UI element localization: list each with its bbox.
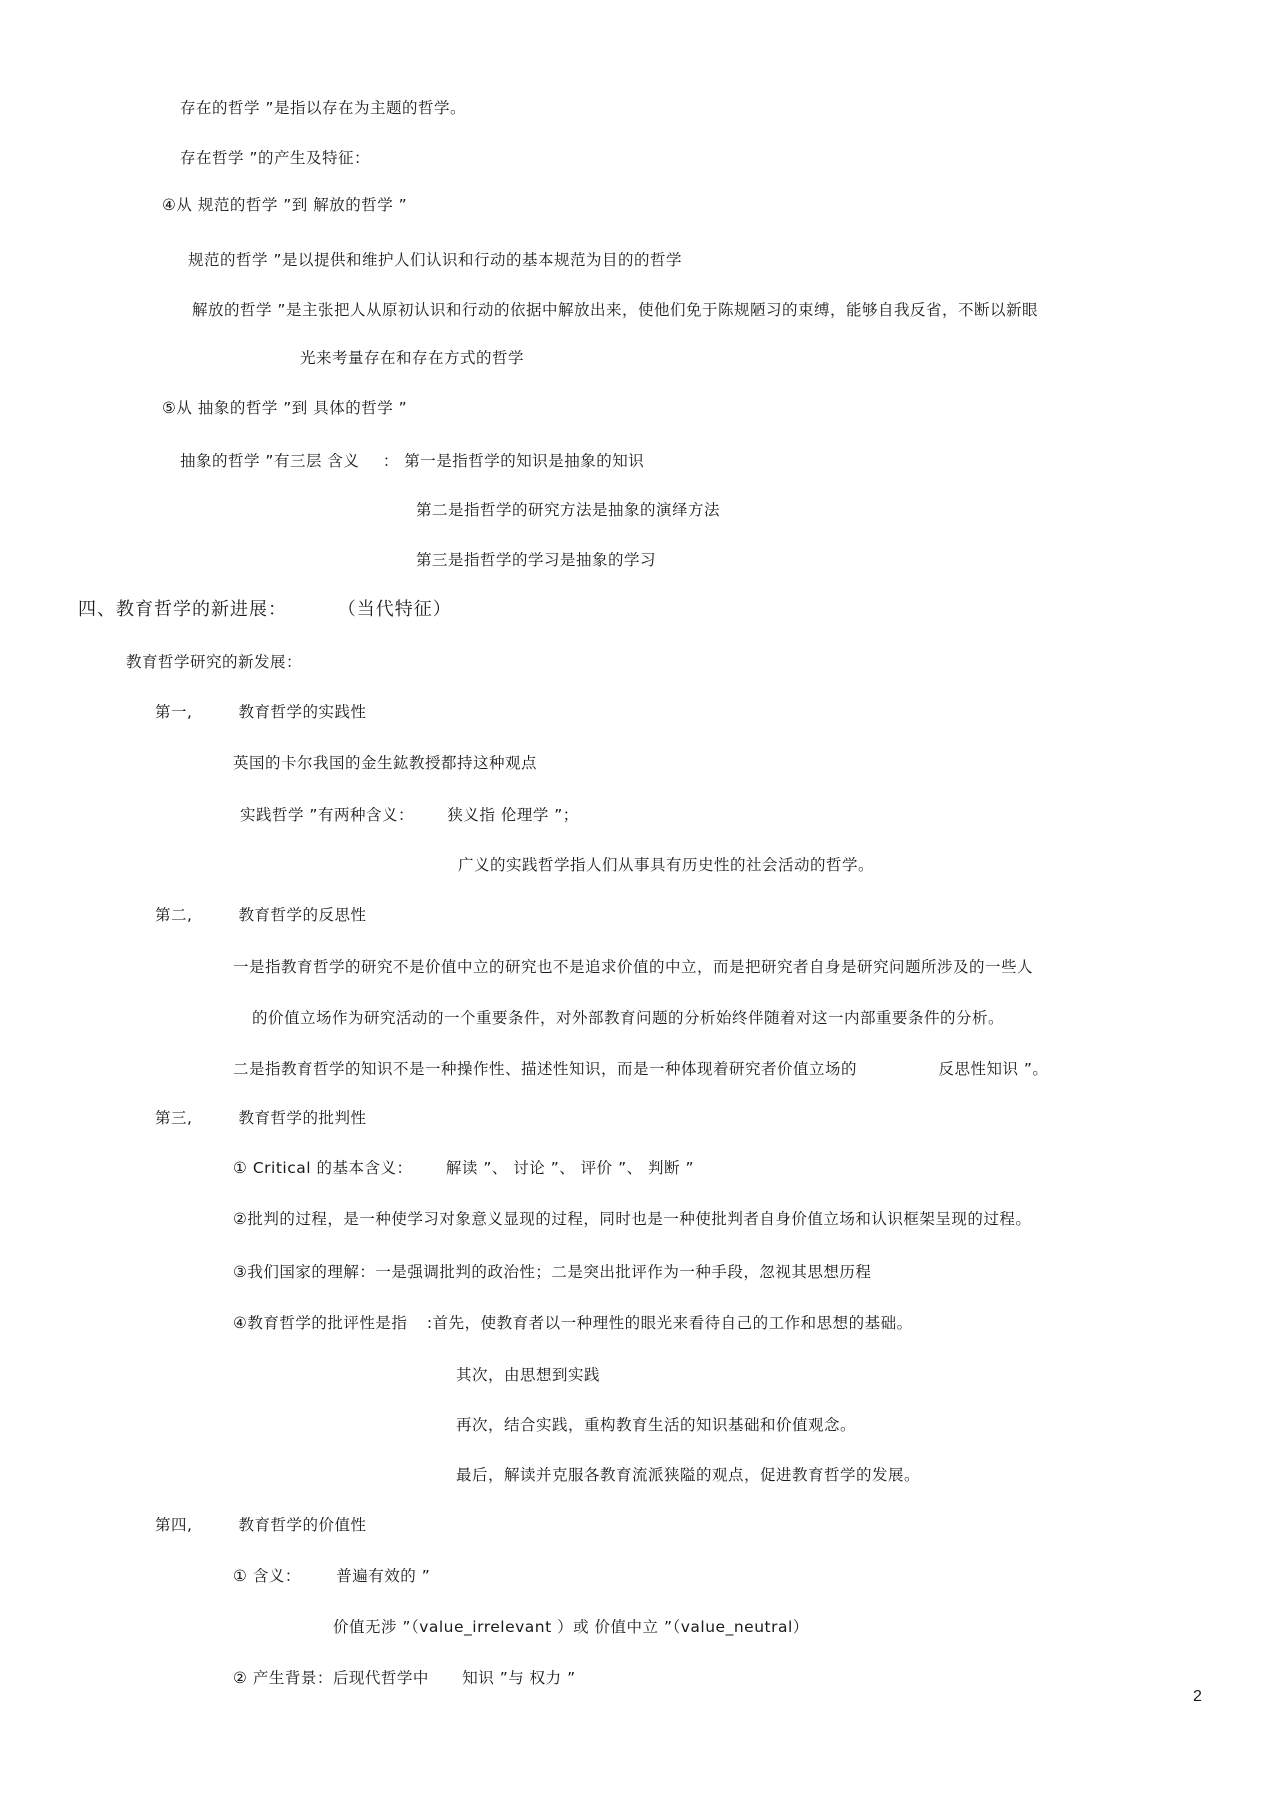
text-line: 英国的卡尔我国的金生鈜教授都持这种观点 xyxy=(233,754,538,772)
text-segment: ② 产生背景：后现代哲学中 xyxy=(233,1669,429,1687)
subsection-heading xyxy=(155,905,366,925)
text-segment: 二是指教育哲学的知识不是一种操作性、描述性知识，而是一种体现着研究者价值立场的 xyxy=(233,1060,858,1078)
text-line: 光来考量存在和存在方式的哲学 xyxy=(300,349,525,367)
subsection-title: 教育哲学的价值性 xyxy=(238,1516,367,1534)
subsection-heading xyxy=(155,1515,366,1535)
text-line: ②批判的过程，是一种使学习对象意义显现的过程，同时也是一种使批判者自身价值立场和认识框架呈现的过程。 xyxy=(233,1210,1032,1228)
subsection-number: 第二, xyxy=(155,906,193,924)
text-line: ⑤从 抽象的哲学 ”到 具体的哲学 ” xyxy=(162,399,408,417)
text-segment: ： 第一是指哲学的知识是抽象的知识 xyxy=(382,452,645,470)
text-line xyxy=(240,805,579,825)
text-line xyxy=(180,451,644,471)
text-line: 价值无涉 ”（value_irrelevant ）或 价值中立 ”（value_neutral） xyxy=(333,1618,809,1636)
text-segment: ④教育哲学的批评性是指 xyxy=(233,1314,408,1332)
subsection-title: 教育哲学的反思性 xyxy=(238,906,367,924)
text-line: 第三是指哲学的学习是抽象的学习 xyxy=(416,551,657,569)
text-line: 广义的实践哲学指人们从事具有历史性的社会活动的哲学。 xyxy=(458,856,875,874)
text-segment: 普遍有效的 ” xyxy=(336,1567,431,1585)
text-line: 再次，结合实践，重构教育生活的知识基础和价值观念。 xyxy=(456,1416,857,1434)
text-segment: ① 含义： xyxy=(233,1567,301,1585)
subsection-number: 第三, xyxy=(155,1109,193,1127)
text-segment: 知识 ”与 权力 ” xyxy=(462,1669,576,1687)
text-line: 其次，由思想到实践 xyxy=(456,1366,601,1384)
text-line: 第二是指哲学的研究方法是抽象的演绎方法 xyxy=(416,501,721,519)
text-line: 存在哲学 ”的产生及特征： xyxy=(180,149,370,167)
text-line: 规范的哲学 ”是以提供和维护人们认识和行动的基本规范为目的的哲学 xyxy=(188,251,682,269)
subsection-title: 教育哲学的实践性 xyxy=(238,703,367,721)
subsection-number: 第四, xyxy=(155,1516,193,1534)
text-line: 解放的哲学 ”是主张把人从原初认识和行动的依据中解放出来，使他们免于陈规陋习的束缚，能够自我反省，不断以新眼 xyxy=(192,301,1038,319)
text-line: 教育哲学研究的新发展： xyxy=(126,653,303,671)
text-line xyxy=(233,1313,913,1333)
text-segment: 抽象的哲学 ”有三层 含义 xyxy=(180,452,360,470)
text-segment: 狭义指 伦理学 ”； xyxy=(447,806,579,824)
text-line: 一是指教育哲学的研究不是价值中立的研究也不是追求价值的中立，而是把研究者自身是研究问题所涉及的一些人 xyxy=(233,958,1034,976)
text-segment: :首先，使教育者以一种理性的眼光来看待自己的工作和思想的基础。 xyxy=(426,1314,913,1332)
text-line: 的价值立场作为研究活动的一个重要条件，对外部教育问题的分析始终伴随着对这一内部重要条件的分析。 xyxy=(252,1009,1005,1027)
text-segment: 实践哲学 ”有两种含义： xyxy=(240,806,414,824)
text-line: ③我们国家的理解：一是强调批判的政治性；二是突出批评作为一种手段，忽视其思想历程 xyxy=(233,1263,872,1281)
subsection-number: 第一, xyxy=(155,703,193,721)
heading-note: （当代特征） xyxy=(337,599,452,620)
text-segment: 反思性知识 ”。 xyxy=(938,1060,1049,1078)
text-segment: 解读 ”、 讨论 ”、 评价 ”、 判断 ” xyxy=(445,1159,695,1177)
text-segment: ① Critical 的基本含义： xyxy=(233,1159,413,1177)
text-line: 存在的哲学 ”是指以存在为主题的哲学。 xyxy=(180,99,466,117)
text-line xyxy=(233,1059,1048,1079)
text-line xyxy=(233,1668,576,1688)
subsection-heading xyxy=(155,702,366,722)
text-line xyxy=(233,1566,430,1586)
heading-title: 四、教育哲学的新进展： xyxy=(78,599,287,620)
text-line: 最后，解读并克服各教育流派狭隘的观点，促进教育哲学的发展。 xyxy=(456,1466,921,1484)
subsection-title: 教育哲学的批判性 xyxy=(238,1109,367,1127)
text-line: ④从 规范的哲学 ”到 解放的哲学 ” xyxy=(162,196,408,214)
subsection-heading xyxy=(155,1108,366,1128)
section-heading xyxy=(78,600,452,620)
text-line xyxy=(233,1158,694,1178)
page-number: 2 xyxy=(1193,1688,1202,1705)
